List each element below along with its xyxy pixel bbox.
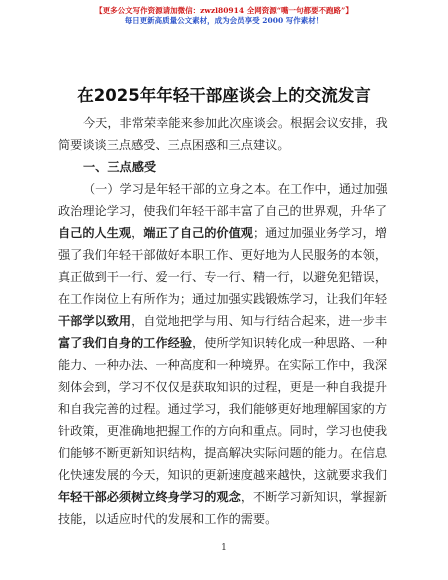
text-run: ；通过加强业务学习，增 [253, 226, 388, 240]
paragraph-line [58, 222, 391, 244]
intro-line: 今天，非常荣幸能来参加此次座谈会。根据会议安排，我 [83, 116, 388, 130]
paragraph-line [58, 244, 391, 266]
text-run: 们能够不断更新知识结构，提高解决实际问题的能力。在信息 [58, 446, 388, 460]
text-run: 刻体会到，学习不仅仅是获取知识的过程，更是一种自我提升 [58, 380, 388, 394]
bold-run: 自己的人生观 [58, 226, 132, 240]
text-run: ，不断学习新知识，掌握新 [240, 490, 388, 504]
text-run: 强了我们年轻干部做好本职工作、更好地为人民服务的本领， [58, 248, 388, 262]
promo-banner [0, 6, 448, 26]
paragraph-line [58, 486, 391, 508]
text-run: 和自我完善的过程。通过学习，我们能够更好地理解国家的方 [58, 402, 388, 416]
promo-line-1: 【更多公文写作资源请加微信：zwzl80914 全网资源“嘴一句都要不跑路”】 [95, 6, 353, 15]
bold-run: 端正了自己的价值观 [143, 226, 253, 240]
text-run: 政治理论学习，使我们年轻干部丰富了自己的世界观，升华了 [58, 204, 388, 218]
paragraph-line [58, 288, 391, 310]
paragraph-line [58, 376, 391, 398]
paragraph-line [58, 332, 391, 354]
page-title: 在2025年年轻干部座谈会上的交流发言 [77, 86, 371, 105]
text-run: （一）学习是年轻干部的立身之本。在工作中，通过加强 [83, 182, 388, 196]
paragraph-line [58, 266, 391, 288]
paragraph-line [58, 398, 391, 420]
text-run: ，使所学知识转化成一种思路、一种 [192, 336, 388, 350]
bold-run: 富了我们自身的工作经验 [58, 336, 193, 350]
text-run: ，自觉地把学与用、知与行结合起来，进一步丰 [131, 314, 388, 328]
paragraph-line [58, 442, 391, 464]
promo-line-2: 每日更新高质量公文素材，成为会员享受 2000 写作素材！ [124, 16, 324, 25]
text-run: 在工作岗位上有所作为；通过加强实践锻炼学习，让我们年轻 [58, 292, 388, 306]
paragraph-learning [58, 178, 391, 530]
text-run: ， [131, 226, 144, 240]
text-run: 真正做到干一行、爱一行、专一行、精一行，以避免犯错误， [58, 270, 388, 284]
bold-run: 年轻干部必须树立终身学习的观念 [58, 490, 241, 504]
paragraph-line [58, 420, 391, 442]
intro-line: 简要谈谈三点感受、三点困惑和三点建议。 [58, 138, 290, 152]
paragraph-line [58, 310, 391, 332]
paragraph-line [58, 508, 391, 530]
paragraph-line [58, 354, 391, 376]
page-number: 1 [221, 543, 227, 553]
text-run: 针政策，更准确地把握工作的方向和重点。同时，学习也使我 [58, 424, 388, 438]
paragraph-line [58, 200, 391, 222]
text-run: 能力、一种办法、一种高度和一种境界。在实际工作中，我深 [58, 358, 388, 372]
document-body [58, 112, 391, 530]
paragraph-line [58, 178, 391, 200]
paragraph-line [58, 464, 391, 486]
text-run: 技能，以适应时代的发展和工作的需要。 [58, 512, 278, 526]
text-run: 化快速发展的今天，知识的更新速度越来越快，这就要求我们 [58, 468, 388, 482]
section-heading: 一、三点感受 [83, 160, 157, 174]
bold-run: 干部学以致用 [58, 314, 132, 328]
